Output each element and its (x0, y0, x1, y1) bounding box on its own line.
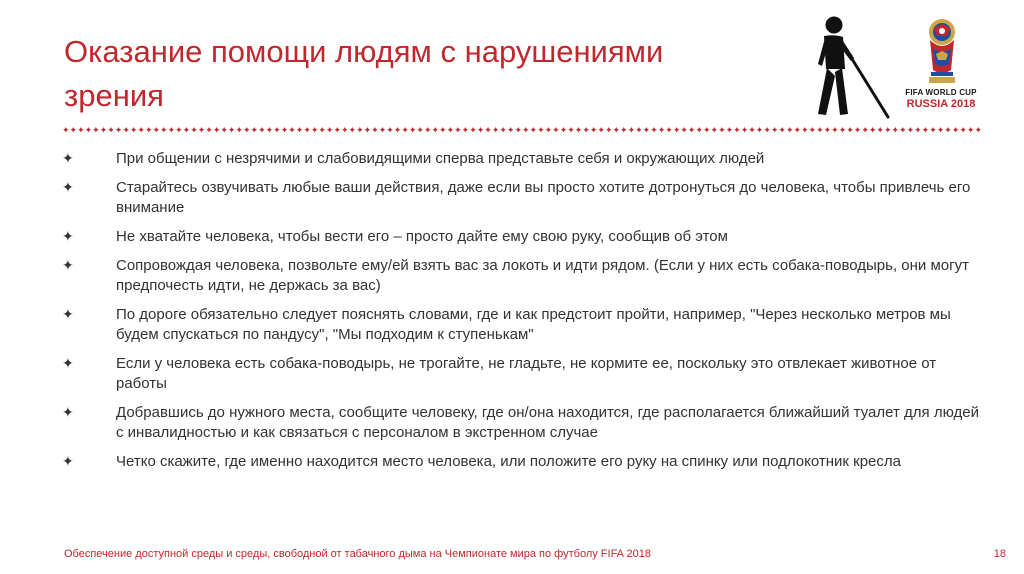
blind-person-with-cane-icon (796, 14, 896, 120)
list-item (62, 403, 982, 443)
list-item (62, 227, 982, 247)
bullet-star-icon: ✦ (62, 180, 74, 196)
bullet-text: Добравшись до нужного места, сообщите человеку, где он/она находится, где располагается ближайший туалет для людей с инвалидностью и как связаться с персоналом в экстренном случае (116, 404, 979, 441)
bullet-text: Если у человека есть собака-поводырь, не трогайте, не гладьте, не кормите ее, поскольку это отвлекает животное от работы (116, 355, 937, 392)
bullet-list (62, 149, 982, 481)
bullet-text: Сопровождая человека, позвольте ему/ей взять вас за локоть и идти рядом. (Если у них есть собака-поводырь, они могут предпочесть идти, не держась за вас) (116, 257, 969, 294)
bullet-star-icon: ✦ (62, 454, 74, 470)
bullet-text: Не хватайте человека, чтобы вести его – просто дайте ему свою руку, сообщив об этом (116, 228, 728, 245)
bullet-star-icon: ✦ (62, 151, 74, 167)
bullet-star-icon: ✦ (62, 229, 74, 245)
bullet-text: Старайтесь озвучивать любые ваши действия, даже если вы просто хотите дотронуться до человека, чтобы привлечь его внимание (116, 179, 971, 216)
list-item (62, 354, 982, 394)
list-item (62, 305, 982, 345)
list-item (62, 149, 982, 169)
bullet-star-icon: ✦ (62, 258, 74, 274)
fifa-world-cup-logo (902, 18, 980, 120)
list-item (62, 178, 982, 218)
list-item (62, 256, 982, 296)
footer-text: Обеспечение доступной среды и среды, свободной от табачного дыма на Чемпионате мира по футболу FIFA 2018 (64, 548, 651, 560)
bullet-text: При общении с незрячими и слабовидящими сперва представьте себя и окружающих людей (116, 150, 765, 167)
logo-line-russia-2018: RUSSIA 2018 (906, 98, 976, 110)
slide-title: Оказание помощи людям с нарушениями зрения (64, 34, 664, 113)
bullet-star-icon: ✦ (62, 405, 74, 421)
bullet-star-icon: ✦ (62, 356, 74, 372)
title-divider: ✦✦✦✦✦✦✦✦✦✦✦✦✦✦✦✦✦✦✦✦✦✦✦✦✦✦✦✦✦✦✦✦✦✦✦✦✦✦✦✦✦✦✦✦✦✦✦✦✦✦✦✦✦✦✦✦✦✦✦✦✦✦✦✦✦✦✦✦✦✦✦✦✦✦✦✦✦✦✦✦✦✦✦✦✦✦✦✦✦✦✦✦✦✦✦✦✦✦✦✦✦✦✦✦✦✦✦✦✦✦✦✦✦✦✦✦✦✦✦✦✦✦ (62, 126, 983, 136)
bullet-star-icon: ✦ (62, 307, 74, 323)
bullet-text: Четко скажите, где именно находится место человека, или положите его руку на спинку или подлокотник кресла (116, 453, 901, 470)
page-number: 18 (993, 548, 1006, 560)
logo-line-fifa-world-cup: FIFA WORLD CUP (905, 88, 977, 97)
fifa-world-cup-emblem-icon (920, 18, 964, 86)
list-item (62, 452, 982, 472)
bullet-text: По дороге обязательно следует пояснять словами, где и как предстоит пройти, например, "Через несколько метров мы будем спускаться по пандусу", "Мы подходим к ступенькам" (116, 306, 951, 343)
